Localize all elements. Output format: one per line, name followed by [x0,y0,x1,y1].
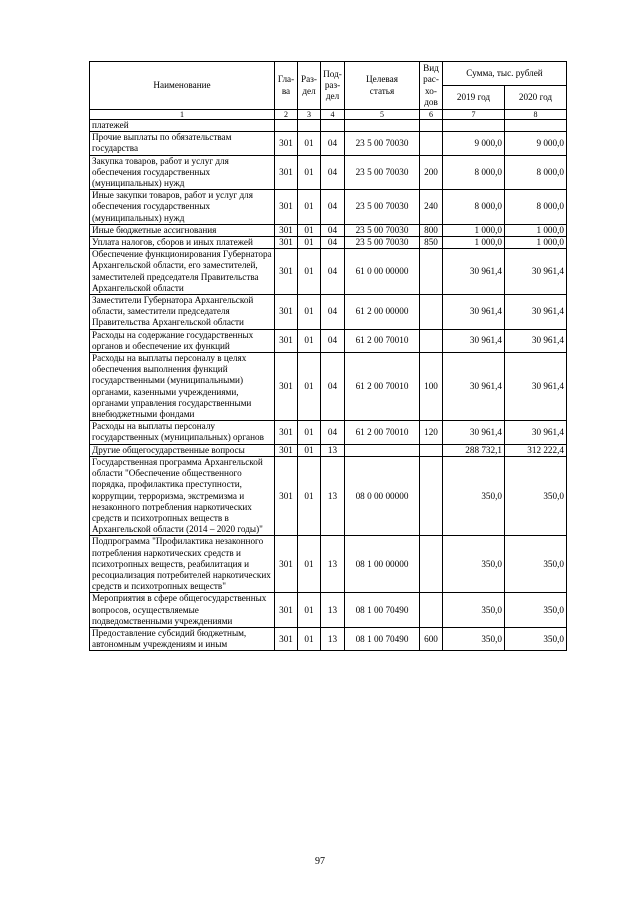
row-sum-2020: 8 000,0 [505,155,567,190]
row-vid [420,593,443,628]
header-vid: Вид рас- хо- дов [420,62,443,110]
row-target: 23 5 00 70030 [345,190,420,225]
table-row [90,132,567,155]
column-number: 4 [321,110,345,120]
row-razdel: 01 [298,132,321,155]
row-sum-2020: 30 961,4 [505,353,567,421]
row-podrazdel [321,120,345,132]
row-name: Обеспечение функционирования Губернатора Архангельской области, его заместителей, заместителей председателя Правительства Архангельской области [90,249,275,295]
page-number: 97 [315,856,325,867]
row-vid [420,456,443,535]
row-vid [420,295,443,330]
row-sum-2019: 30 961,4 [443,353,505,421]
row-vid [420,444,443,456]
row-podrazdel: 13 [321,593,345,628]
row-name: Закупка товаров, работ и услуг для обеспечения государственных (муниципальных) нужд [90,155,275,190]
header-razdel: Раз- дел [298,62,321,110]
row-vid: 800 [420,224,443,236]
row-podrazdel: 04 [321,224,345,236]
row-vid [420,329,443,352]
row-podrazdel: 04 [321,249,345,295]
row-sum-2019: 30 961,4 [443,249,505,295]
row-razdel: 01 [298,249,321,295]
row-glava: 301 [275,224,298,236]
header-year-2020: 2020 год [505,86,567,110]
row-glava: 301 [275,132,298,155]
row-glava: 301 [275,295,298,330]
row-target: 61 2 00 00000 [345,295,420,330]
column-number: 8 [505,110,567,120]
row-razdel: 01 [298,353,321,421]
row-sum-2019: 8 000,0 [443,190,505,225]
row-name: Подпрограмма "Профилактика незаконного потребления наркотических средств и психотропных веществ, реабилитация и ресоциализация потребителей наркотических средств и психотропных веществ" [90,536,275,593]
row-sum-2020: 350,0 [505,536,567,593]
row-podrazdel: 04 [321,295,345,330]
row-podrazdel: 13 [321,536,345,593]
header-year-2019: 2019 год [443,86,505,110]
table-row [90,249,567,295]
row-vid: 120 [420,421,443,444]
row-vid: 240 [420,190,443,225]
row-vid [420,132,443,155]
row-target: 08 0 00 00000 [345,456,420,535]
row-sum-2020: 30 961,4 [505,421,567,444]
row-glava: 301 [275,456,298,535]
column-number: 3 [298,110,321,120]
row-sum-2019: 1 000,0 [443,237,505,249]
header-glava: Гла- ва [275,62,298,110]
row-sum-2019: 30 961,4 [443,329,505,352]
row-name: Иные закупки товаров, работ и услуг для обеспечения государственных (муниципальных) нужд [90,190,275,225]
row-sum-2020: 350,0 [505,593,567,628]
row-glava: 301 [275,237,298,249]
row-vid [420,536,443,593]
table-row [90,444,567,456]
row-sum-2019: 1 000,0 [443,224,505,236]
row-name: Расходы на выплаты персоналу государственных (муниципальных) органов [90,421,275,444]
row-podrazdel: 04 [321,353,345,421]
row-target: 08 1 00 70490 [345,593,420,628]
table-row [90,536,567,593]
row-sum-2019: 9 000,0 [443,132,505,155]
row-razdel: 01 [298,329,321,352]
row-sum-2020: 8 000,0 [505,190,567,225]
table-row [90,329,567,352]
row-sum-2020: 30 961,4 [505,249,567,295]
row-target: 08 1 00 00000 [345,536,420,593]
table-row [90,353,567,421]
row-name: Другие общегосударственные вопросы [90,444,275,456]
row-target: 61 2 00 70010 [345,353,420,421]
row-target: 61 0 00 00000 [345,249,420,295]
row-target: 61 2 00 70010 [345,421,420,444]
row-sum-2020: 350,0 [505,456,567,535]
row-sum-2019 [443,120,505,132]
row-name: Иные бюджетные ассигнования [90,224,275,236]
row-target: 23 5 00 70030 [345,155,420,190]
row-vid: 850 [420,237,443,249]
column-number: 5 [345,110,420,120]
row-name: Уплата налогов, сборов и иных платежей [90,237,275,249]
row-sum-2019: 30 961,4 [443,295,505,330]
row-name: Расходы на содержание государственных органов и обеспечение их функций [90,329,275,352]
row-glava [275,120,298,132]
table-row [90,155,567,190]
row-name: Мероприятия в сфере общегосударственных вопросов, осуществляемые подведомственными учреждениями [90,593,275,628]
row-podrazdel: 04 [321,132,345,155]
row-sum-2020: 312 222,4 [505,444,567,456]
row-razdel: 01 [298,456,321,535]
row-razdel: 01 [298,627,321,650]
row-target: 23 5 00 70030 [345,224,420,236]
header-name: Наименование [90,62,275,110]
row-podrazdel: 13 [321,456,345,535]
row-razdel: 01 [298,224,321,236]
row-name: платежей [90,120,275,132]
row-razdel: 01 [298,536,321,593]
row-sum-2019: 30 961,4 [443,421,505,444]
row-name: Заместители Губернатора Архангельской области, заместители председателя Правительства Архангельской области [90,295,275,330]
row-razdel [298,120,321,132]
row-sum-2019: 288 732,1 [443,444,505,456]
row-sum-2020: 1 000,0 [505,237,567,249]
row-podrazdel: 13 [321,444,345,456]
row-podrazdel: 04 [321,190,345,225]
table-row [90,421,567,444]
row-vid [420,249,443,295]
row-glava: 301 [275,421,298,444]
row-vid: 100 [420,353,443,421]
row-razdel: 01 [298,444,321,456]
row-sum-2020: 9 000,0 [505,132,567,155]
row-sum-2020 [505,120,567,132]
row-sum-2019: 350,0 [443,456,505,535]
row-razdel: 01 [298,593,321,628]
table-row [90,627,567,650]
row-sum-2020: 30 961,4 [505,329,567,352]
row-glava: 301 [275,190,298,225]
budget-table [89,61,567,651]
table-row [90,593,567,628]
row-razdel: 01 [298,155,321,190]
row-sum-2020: 350,0 [505,627,567,650]
row-target: 23 5 00 70030 [345,132,420,155]
row-podrazdel: 13 [321,627,345,650]
row-sum-2020: 30 961,4 [505,295,567,330]
row-vid [420,120,443,132]
row-glava: 301 [275,155,298,190]
column-number-row [90,110,567,120]
row-sum-2019: 8 000,0 [443,155,505,190]
row-target: 08 1 00 70490 [345,627,420,650]
row-name: Прочие выплаты по обязательствам государства [90,132,275,155]
row-glava: 301 [275,353,298,421]
row-name: Государственная программа Архангельской области "Обеспечение общественного порядка, профилактика преступности, коррупции, терроризма, экстремизма и незаконного потребления наркотических средств и психотропных веществ в Архангельской области (2014 – 2020 годы)" [90,456,275,535]
header-sum: Сумма, тыс. рублей [443,62,567,86]
row-vid: 200 [420,155,443,190]
row-name: Расходы на выплаты персоналу в целях обеспечения выполнения функций государственными (муниципальными) органами, казенными учреждениями, органами управления государственными внебюджетными фондами [90,353,275,421]
row-glava: 301 [275,536,298,593]
row-target [345,444,420,456]
column-number: 2 [275,110,298,120]
header-target: Целевая статья [345,62,420,110]
row-sum-2019: 350,0 [443,627,505,650]
row-podrazdel: 04 [321,155,345,190]
column-number: 1 [90,110,275,120]
row-target [345,120,420,132]
row-podrazdel: 04 [321,329,345,352]
row-razdel: 01 [298,237,321,249]
row-razdel: 01 [298,190,321,225]
table-row [90,190,567,225]
row-podrazdel: 04 [321,421,345,444]
row-razdel: 01 [298,295,321,330]
row-glava: 301 [275,329,298,352]
row-sum-2020: 1 000,0 [505,224,567,236]
table-row [90,237,567,249]
row-podrazdel: 04 [321,237,345,249]
column-number: 7 [443,110,505,120]
table-row [90,120,567,132]
row-glava: 301 [275,593,298,628]
table-row [90,295,567,330]
header-podrazdel: Под- раз- дел [321,62,345,110]
row-glava: 301 [275,627,298,650]
table-row [90,224,567,236]
row-vid: 600 [420,627,443,650]
row-glava: 301 [275,444,298,456]
row-sum-2019: 350,0 [443,536,505,593]
row-razdel: 01 [298,421,321,444]
row-glava: 301 [275,249,298,295]
row-target: 23 5 00 70030 [345,237,420,249]
column-number: 6 [420,110,443,120]
row-name: Предоставление субсидий бюджетным, автономным учреждениям и иным [90,627,275,650]
row-sum-2019: 350,0 [443,593,505,628]
table-row [90,456,567,535]
row-target: 61 2 00 70010 [345,329,420,352]
